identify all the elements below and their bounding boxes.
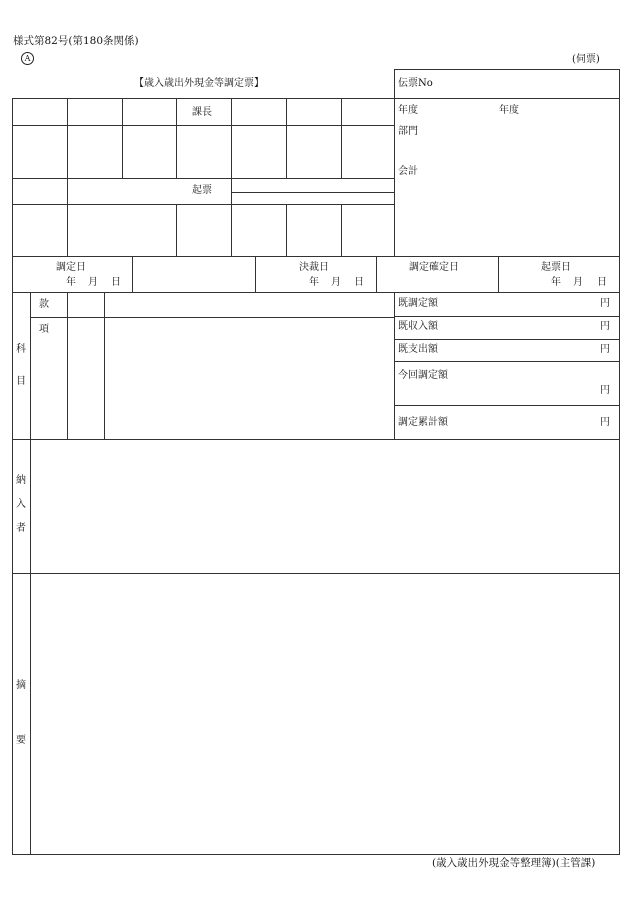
subject-label-moku: 目	[16, 376, 26, 387]
existing-revenue-amount-unit: 円	[600, 321, 610, 332]
cumulative-adjusted-amount-label: 調定累計額	[398, 417, 448, 428]
existing-adjusted-amount-unit: 円	[600, 298, 610, 309]
adjustment-date-day: 日	[111, 277, 121, 288]
summary-char-2: 要	[16, 735, 26, 746]
adjustment-confirm-date-label: 調定確定日	[409, 262, 459, 273]
circle-a-mark: A	[21, 52, 34, 65]
decision-date-year: 年	[309, 277, 319, 288]
department-label: 部門	[398, 126, 418, 137]
issue-date-label: 起票日	[541, 262, 571, 273]
drafter-label: 起票	[192, 185, 212, 196]
kou-label: 項	[39, 324, 49, 335]
existing-adjusted-amount-label: 既調定額	[398, 298, 438, 309]
current-adjusted-amount-label: 今回調定額	[398, 370, 448, 381]
issue-date-month: 月	[573, 277, 583, 288]
footer-note: (歳入歳出外現金等整理簿)(主管課)	[432, 857, 596, 869]
issue-date-day: 日	[597, 277, 607, 288]
decision-date-month: 月	[331, 277, 341, 288]
adjustment-date-month: 月	[88, 277, 98, 288]
decision-date-label: 決裁日	[299, 262, 329, 273]
account-label: 会計	[398, 166, 418, 177]
payer-char-3: 者	[16, 523, 26, 534]
section-chief-label: 課長	[192, 107, 212, 118]
copy-type-label: (伺票)	[572, 54, 600, 65]
adjustment-date-year: 年	[66, 277, 76, 288]
payer-char-2: 入	[16, 499, 26, 510]
cumulative-adjusted-amount-unit: 円	[600, 417, 610, 428]
subject-label-ka: 科	[16, 344, 26, 355]
kan-label: 款	[39, 299, 49, 310]
existing-revenue-amount-label: 既収入額	[398, 321, 438, 332]
existing-expenditure-amount-label: 既支出額	[398, 344, 438, 355]
payer-char-1: 納	[16, 475, 26, 486]
issue-date-year: 年	[551, 277, 561, 288]
current-adjusted-amount-unit: 円	[600, 385, 610, 396]
fiscal-year-label-1: 年度	[398, 105, 418, 116]
payer-divider	[12, 573, 619, 574]
fiscal-year-label-2: 年度	[499, 105, 519, 116]
existing-expenditure-amount-unit: 円	[600, 344, 610, 355]
form-number: 様式第82号(第180条関係)	[13, 35, 139, 47]
decision-date-day: 日	[354, 277, 364, 288]
voucher-no-label: 伝票No	[398, 78, 433, 89]
summary-char-1: 摘	[16, 680, 26, 691]
form-title: 【歳入歳出外現金等調定票】	[134, 78, 264, 89]
adjustment-date-label: 調定日	[56, 262, 86, 273]
